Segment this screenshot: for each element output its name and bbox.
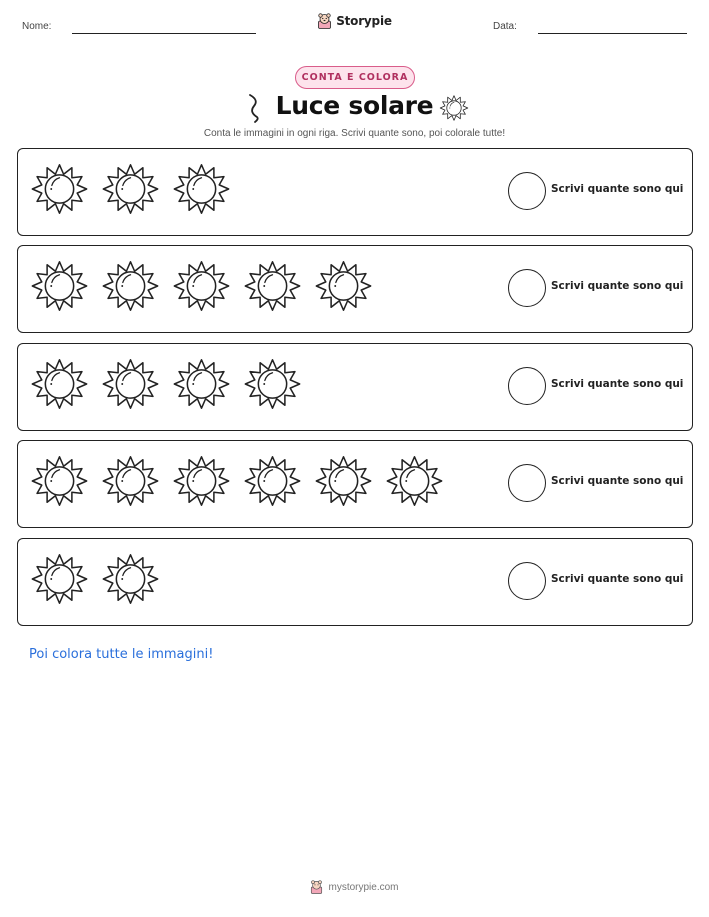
answer-circle[interactable] <box>508 562 546 600</box>
sun-group <box>30 451 444 511</box>
activity-badge: CONTA E COLORA <box>295 66 415 89</box>
sun-icon[interactable] <box>172 354 231 414</box>
brand-name: Storypie <box>336 14 392 28</box>
answer-label: Scrivi quante sono qui <box>551 573 684 585</box>
sun-icon[interactable] <box>172 451 231 511</box>
sun-icon[interactable] <box>101 256 160 316</box>
count-row <box>17 440 693 528</box>
sun-icon[interactable] <box>243 354 302 414</box>
sun-icon[interactable] <box>101 549 160 609</box>
sun-group <box>30 549 160 609</box>
answer-circle[interactable] <box>508 269 546 307</box>
sun-icon[interactable] <box>30 159 89 219</box>
sun-icon[interactable] <box>243 451 302 511</box>
sun-group <box>30 354 302 414</box>
sun-icon[interactable] <box>101 451 160 511</box>
name-field[interactable] <box>72 33 256 34</box>
sun-icon[interactable] <box>30 451 89 511</box>
sun-icon[interactable] <box>172 159 231 219</box>
answer-label: Scrivi quante sono qui <box>551 183 684 195</box>
sun-icon[interactable] <box>30 354 89 414</box>
date-field[interactable] <box>538 33 687 34</box>
sun-icon <box>439 93 469 123</box>
sun-icon[interactable] <box>101 354 160 414</box>
page-title: Luce solare <box>275 91 434 120</box>
answer-circle[interactable] <box>508 367 546 405</box>
answer-label: Scrivi quante sono qui <box>551 378 684 390</box>
count-row <box>17 148 693 236</box>
instructions: Conta le immagini in ogni riga. Scrivi quante sono, poi colorale tutte! <box>203 128 506 139</box>
sun-group <box>30 256 373 316</box>
name-label: Nome: <box>22 21 52 32</box>
answer-circle[interactable] <box>508 464 546 502</box>
sun-icon[interactable] <box>101 159 160 219</box>
bottom-brand <box>0 880 709 894</box>
count-row <box>17 245 693 333</box>
storypie-bear-icon <box>317 13 332 29</box>
count-row <box>17 343 693 431</box>
sun-icon[interactable] <box>314 256 373 316</box>
answer-label: Scrivi quante sono qui <box>551 280 684 292</box>
site-url: mystorypie.com <box>328 881 399 893</box>
storypie-bear-icon <box>310 880 323 894</box>
brand-logo <box>0 13 709 29</box>
answer-label: Scrivi quante sono qui <box>551 475 684 487</box>
title-row <box>0 91 709 125</box>
sun-icon[interactable] <box>30 256 89 316</box>
sun-icon[interactable] <box>243 256 302 316</box>
count-row <box>17 538 693 626</box>
sun-icon[interactable] <box>385 451 444 511</box>
sun-icon[interactable] <box>314 451 373 511</box>
answer-circle[interactable] <box>508 172 546 210</box>
sun-icon[interactable] <box>30 549 89 609</box>
sun-icon[interactable] <box>172 256 231 316</box>
sun-group <box>30 159 231 219</box>
footer-note: Poi colora tutte le immagini! <box>29 647 214 662</box>
date-label: Data: <box>493 21 517 32</box>
